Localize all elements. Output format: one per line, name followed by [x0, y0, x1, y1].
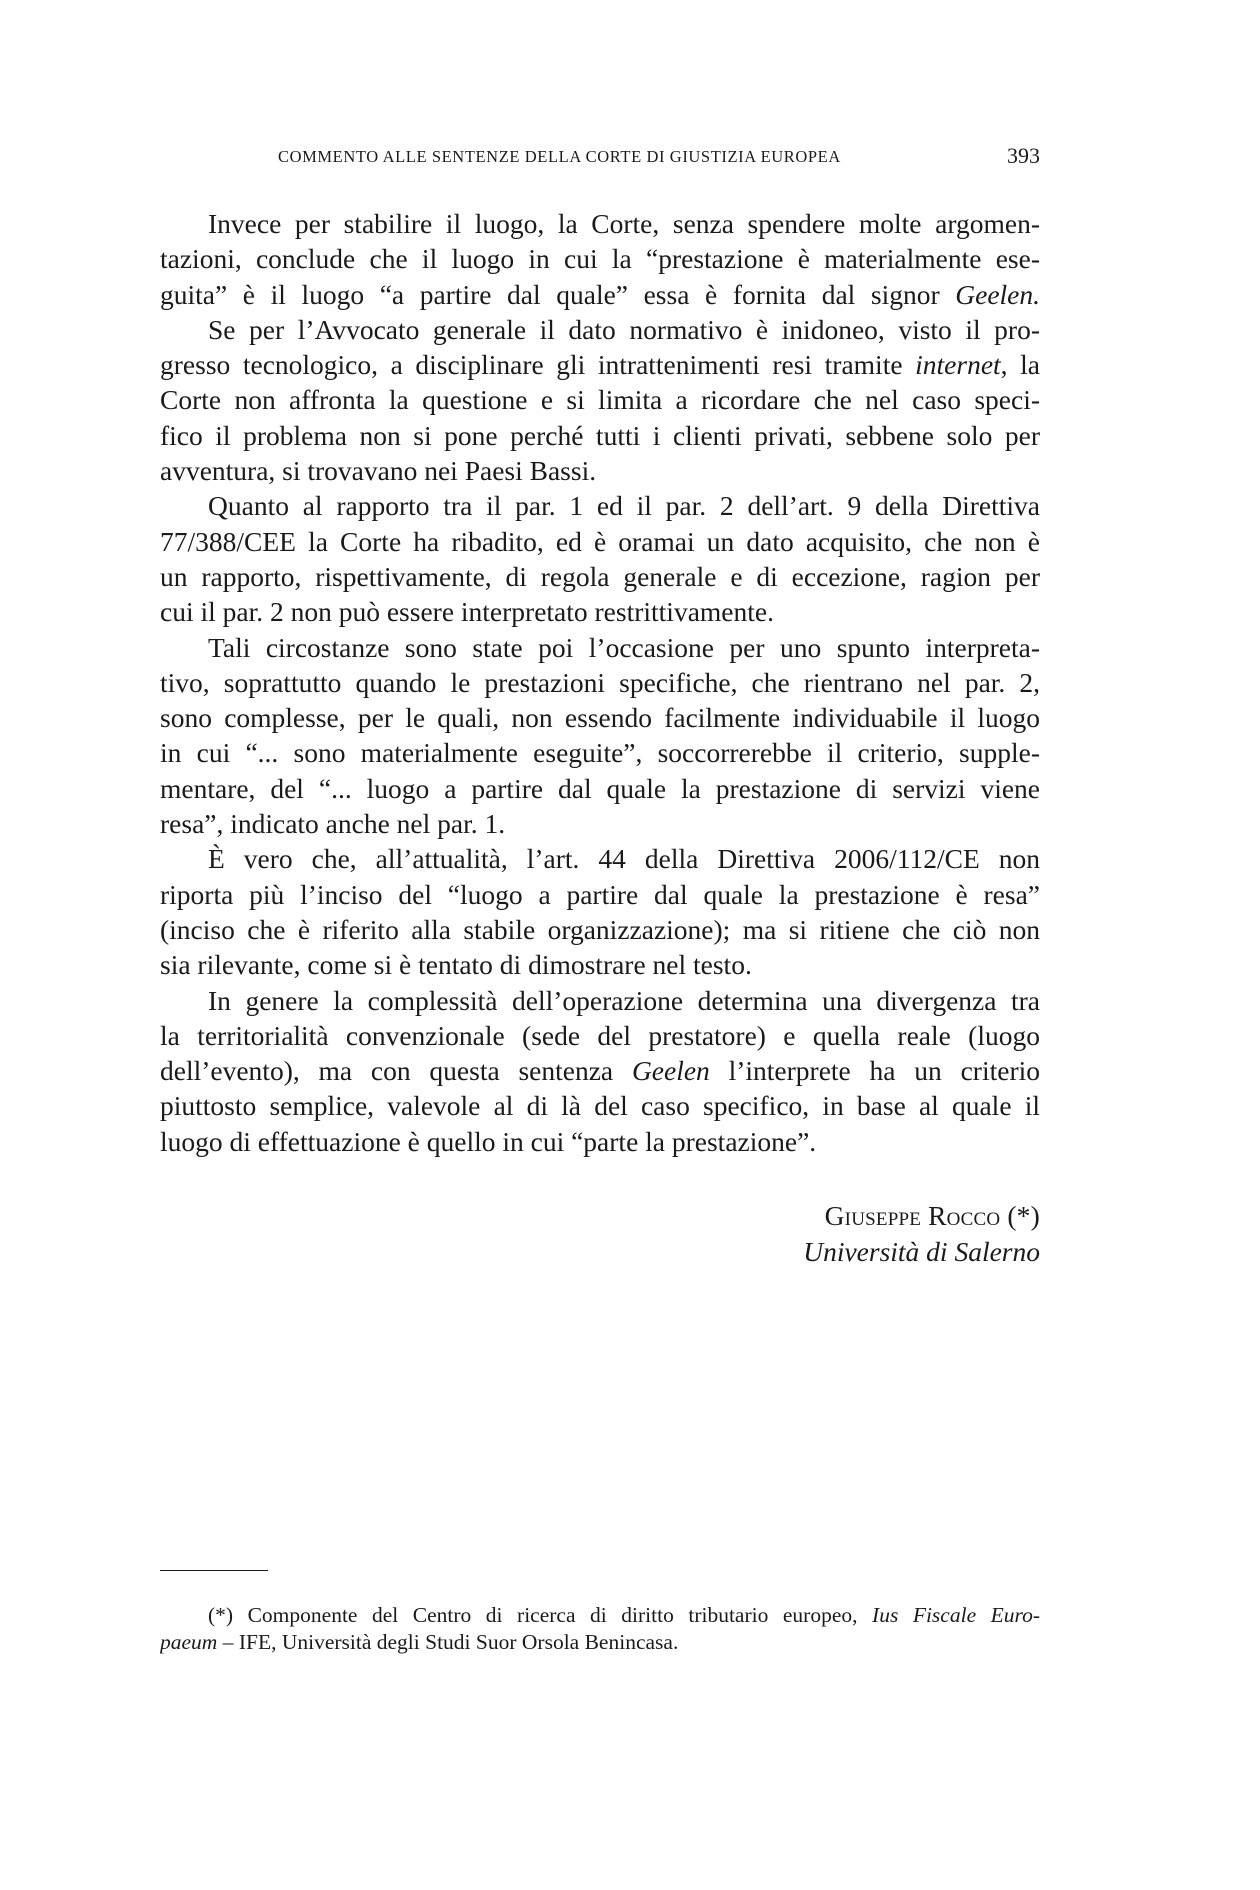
paragraph	[160, 983, 1040, 1159]
footnote-line	[160, 1602, 1040, 1629]
paragraph	[160, 488, 1040, 629]
text-line: Tali circostanze sono state poi l’occasione per uno spunto interpreta-	[208, 631, 1040, 663]
text-line	[160, 1053, 1040, 1088]
text-line	[160, 277, 1040, 312]
text-line: sia rilevante, come si è tentato di dimostrare nel testo.	[160, 949, 752, 981]
text-line: mentare, del “... luogo a partire dal quale la prestazione di servizi viene	[160, 772, 1040, 804]
emphasis-text: Geelen.	[955, 278, 1040, 310]
signature-block	[803, 1198, 1040, 1270]
text-segment: , la	[1000, 349, 1040, 381]
text-line: avventura, si trovavano nei Paesi Bassi.	[160, 455, 597, 487]
author-name: Giuseppe Rocco (*)	[824, 1200, 1040, 1231]
text-line: un rapporto, rispettivamente, di regola generale e di eccezione, ragion per	[160, 560, 1040, 592]
text-line: Invece per stabilire il luogo, la Corte, senza spendere molte argomen-	[208, 208, 1040, 239]
text-line: riporta più l’inciso del “luogo a partire dal quale la prestazione è resa”	[160, 878, 1040, 910]
text-segment: (*) Componente del Centro di ricerca di diritto tributario europeo,	[208, 1603, 873, 1627]
text-line: cui il par. 2 non può essere interpretato restrittivamente.	[160, 596, 774, 628]
text-segment: guita” è il luogo “a partire dal quale” essa è fornita dal signor	[160, 278, 956, 310]
text-line: piuttosto semplice, valevole al di là del caso specifico, in base al quale il	[160, 1090, 1040, 1122]
emphasis-text: Geelen	[631, 1055, 710, 1087]
running-title: COMMENTO ALLE SENTENZE DELLA CORTE DI GIUSTIZIA EUROPEA	[278, 147, 841, 166]
text-segment: – IFE, Università degli Studi Suor Orsola Benincasa.	[217, 1630, 679, 1654]
text-line: Se per l’Avvocato generale il dato normativo è inidoneo, visto il pro-	[208, 313, 1040, 345]
footnote	[160, 1602, 1040, 1656]
text-line: la territorialità convenzionale (sede del prestatore) e quella reale (luogo	[160, 1019, 1040, 1051]
footnote-divider	[160, 1570, 268, 1571]
text-line: (inciso che è riferito alla stabile organizzazione); ma si ritiene che ciò non	[160, 913, 1040, 945]
text-line: resa”, indicato anche nel par. 1.	[160, 808, 506, 840]
body-text	[160, 206, 1040, 1159]
text-line: in cui “... sono materialmente eseguite”, soccorrerebbe il criterio, supple-	[160, 737, 1040, 769]
page-number: 393	[1007, 143, 1040, 168]
text-segment: l’interprete ha un criterio	[709, 1055, 1040, 1087]
text-line: sono complesse, per le quali, non essendo facilmente individuabile il luogo	[160, 702, 1040, 734]
paragraph	[160, 206, 1040, 312]
text-line: tazioni, conclude che il luogo in cui la “prestazione è materialmente ese-	[160, 243, 1040, 275]
text-line	[160, 347, 1040, 382]
text-line: tivo, soprattutto quando le prestazioni specifiche, che rientrano nel par. 2,	[160, 666, 1040, 698]
text-line: 77/388/CEE la Corte ha ribadito, ed è oramai un dato acquisito, che non è	[160, 525, 1040, 557]
text-line: fico il problema non si pone perché tutti i clienti privati, sebbene solo per	[160, 419, 1040, 451]
author-affiliation: Università di Salerno	[803, 1236, 1040, 1267]
footnote-line	[160, 1629, 1040, 1656]
text-line: Quanto al rapporto tra il par. 1 ed il par. 2 dell’art. 9 della Direttiva	[208, 490, 1040, 522]
text-segment: dell’evento), ma con questa sentenza	[160, 1055, 632, 1087]
paragraph	[160, 312, 1040, 488]
emphasis-text: internet	[915, 349, 1001, 381]
text-segment: gresso tecnologico, a disciplinare gli intrattenimenti resi tramite	[160, 349, 916, 381]
text-line: È vero che, all’attualità, l’art. 44 della Direttiva 2006/112/CE non	[208, 843, 1040, 875]
emphasis-text: paeum	[160, 1630, 218, 1654]
text-line: luogo di effettuazione è quello in cui “parte la prestazione”.	[160, 1125, 817, 1157]
running-header	[160, 143, 1040, 176]
paragraph	[160, 841, 1040, 982]
paragraph	[160, 630, 1040, 842]
emphasis-text: Ius Fiscale Euro-	[872, 1603, 1040, 1627]
text-line: In genere la complessità dell’operazione determina una divergenza tra	[208, 984, 1040, 1016]
text-line: Corte non affronta la questione e si limita a ricordare che nel caso speci-	[160, 384, 1040, 416]
